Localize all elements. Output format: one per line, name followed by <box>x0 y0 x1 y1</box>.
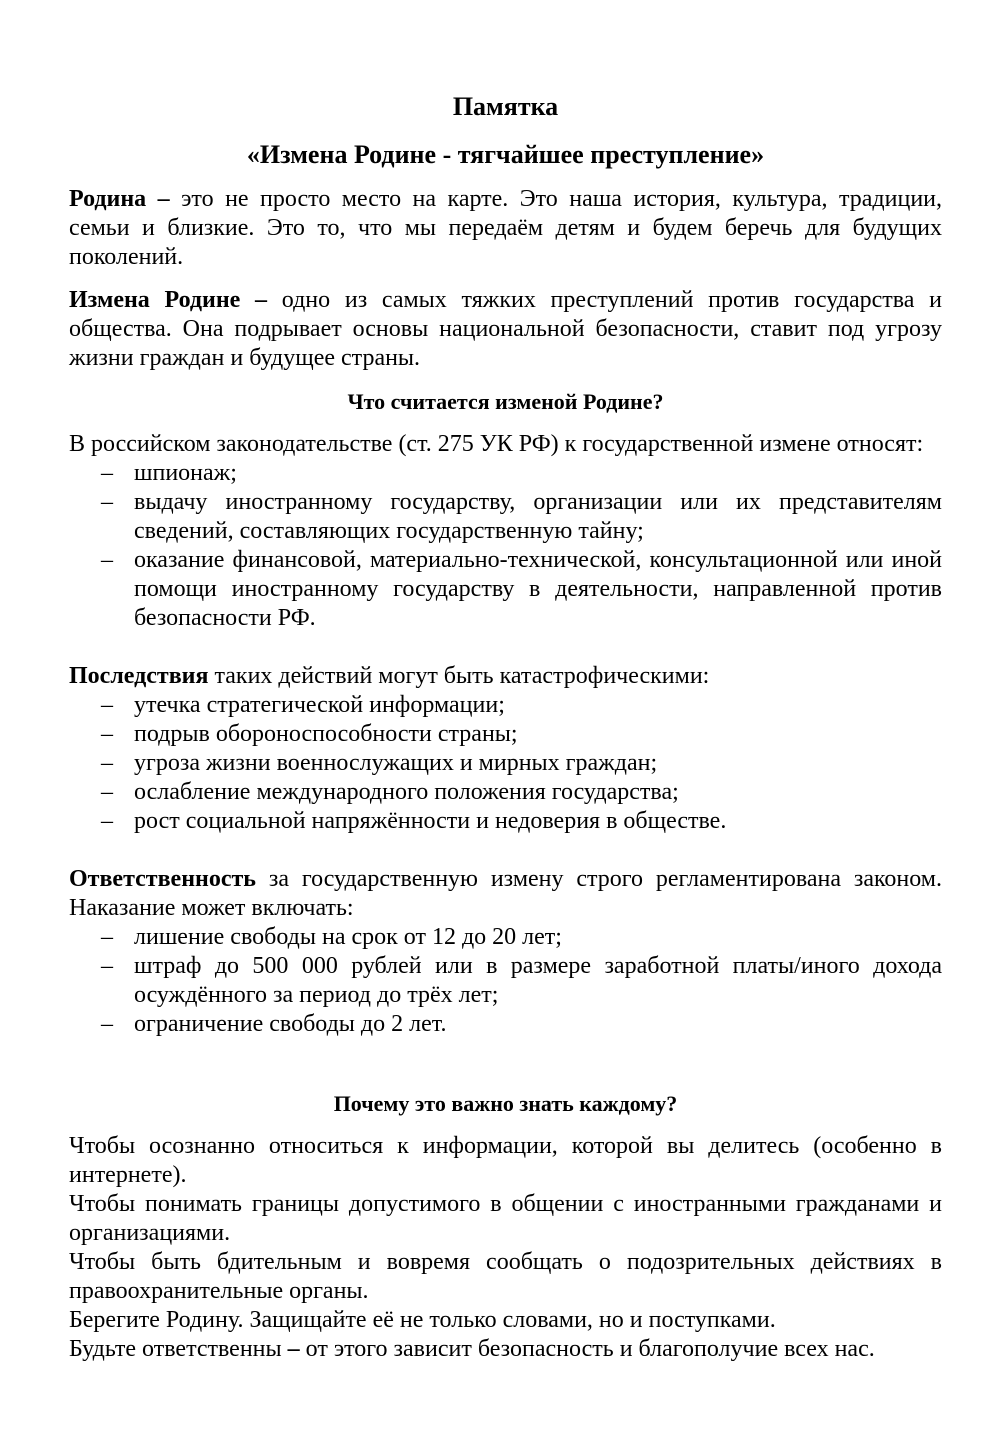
term-responsibility: Ответственность <box>69 866 256 892</box>
list-item <box>69 778 942 807</box>
dash-bullet: – <box>101 924 113 950</box>
section-heading-what-is-treason: Что считается изменой Родине? <box>347 389 664 414</box>
list-item <box>69 749 942 778</box>
list-item <box>69 952 942 1010</box>
list-item <box>69 488 942 546</box>
dash-bullet: – <box>101 750 113 776</box>
list-item-text: утечка стратегической информации; <box>134 692 505 718</box>
section-heading-why-important: Почему это важно знать каждому? <box>333 1091 678 1116</box>
closing-text-start: Будьте ответственны <box>69 1336 288 1362</box>
list-item <box>69 691 942 720</box>
document-page <box>69 90 942 1364</box>
list-item <box>69 720 942 749</box>
list-item <box>69 459 942 488</box>
closing-dash: – <box>287 1336 300 1362</box>
intro-text-izmena: одно из самых тяжких преступлений против государства и общества. Она подрывает основы национальной безопасности, ставит под угрозу жизни граждан и будущее страны. <box>69 287 942 371</box>
list-item-text: шпионаж; <box>134 460 237 486</box>
term-rodina: Родина – <box>69 186 170 212</box>
list-item <box>69 807 942 836</box>
closing-line-final <box>69 1335 942 1364</box>
list-item <box>69 1010 942 1039</box>
list-item-text: оказание финансовой, материально-технической, консультационной или иной помощи иностранному государству в деятельности, направленной против безопасности РФ. <box>134 547 942 631</box>
term-consequences: Последствия <box>69 663 209 689</box>
document-subtitle: «Измена Родине - тягчайшее преступление» <box>246 140 765 169</box>
list-item-text: лишение свободы на срок от 12 до 20 лет; <box>134 924 562 950</box>
list-item-text: штраф до 500 000 рублей или в размере заработной платы/иного дохода осуждённого за период до трёх лет; <box>134 953 942 1008</box>
dash-bullet: – <box>101 489 113 515</box>
section3-list <box>69 923 942 1039</box>
section2-lead-text: таких действий могут быть катастрофическими: <box>208 663 710 689</box>
dash-bullet: – <box>101 953 113 979</box>
spacer <box>69 1039 942 1075</box>
list-item-text: рост социальной напряжённости и недоверия в обществе. <box>134 808 727 834</box>
why-line: Чтобы осознанно относиться к информации, которой вы делитесь (особенно в интернете). <box>69 1133 942 1188</box>
dash-bullet: – <box>101 692 113 718</box>
list-item-text: ослабление международного положения государства; <box>134 779 679 805</box>
list-item-text: подрыв обороноспособности страны; <box>134 721 518 747</box>
term-izmena: Измена Родине – <box>69 287 268 313</box>
list-item-text: выдачу иностранному государству, организации или их представителям сведений, составляющих государственную тайну; <box>134 489 942 544</box>
section2-lead <box>69 662 942 691</box>
intro-paragraph-izmena <box>69 286 942 373</box>
spacer <box>69 633 942 662</box>
closing-line: Берегите Родину. Защищайте её не только словами, но и поступками. <box>69 1307 776 1333</box>
section2-list <box>69 691 942 836</box>
why-line: Чтобы понимать границы допустимого в общении с иностранными гражданами и организациями. <box>69 1191 942 1246</box>
closing-text-end: от этого зависит безопасность и благополучие всех нас. <box>299 1336 875 1362</box>
dash-bullet: – <box>101 547 113 573</box>
list-item-text: ограничение свободы до 2 лет. <box>134 1011 447 1037</box>
spacer <box>69 836 942 865</box>
dash-bullet: – <box>101 779 113 805</box>
document-title: Памятка <box>452 92 559 121</box>
section3-lead <box>69 865 942 923</box>
why-line: Чтобы быть бдительным и вовремя сообщать о подозрительных действиях в правоохранительные органы. <box>69 1249 942 1304</box>
section1-list <box>69 459 942 633</box>
section3-lead-text: за государственную измену строго регламентирована законом. Наказание может включать: <box>69 866 942 921</box>
dash-bullet: – <box>101 721 113 747</box>
dash-bullet: – <box>101 460 113 486</box>
list-item <box>69 546 942 633</box>
intro-text-rodina: это не просто место на карте. Это наша история, культура, традиции, семьи и близкие. Это то, что мы передаём детям и будем беречь для будущих поколений. <box>69 186 943 270</box>
list-item-text: угроза жизни военнослужащих и мирных граждан; <box>134 750 658 776</box>
dash-bullet: – <box>101 808 113 834</box>
dash-bullet: – <box>101 1011 113 1037</box>
list-item <box>69 923 942 952</box>
section1-lead: В российском законодательстве (ст. 275 УК РФ) к государственной измене относят: <box>69 431 924 457</box>
intro-paragraph-rodina <box>69 185 942 272</box>
